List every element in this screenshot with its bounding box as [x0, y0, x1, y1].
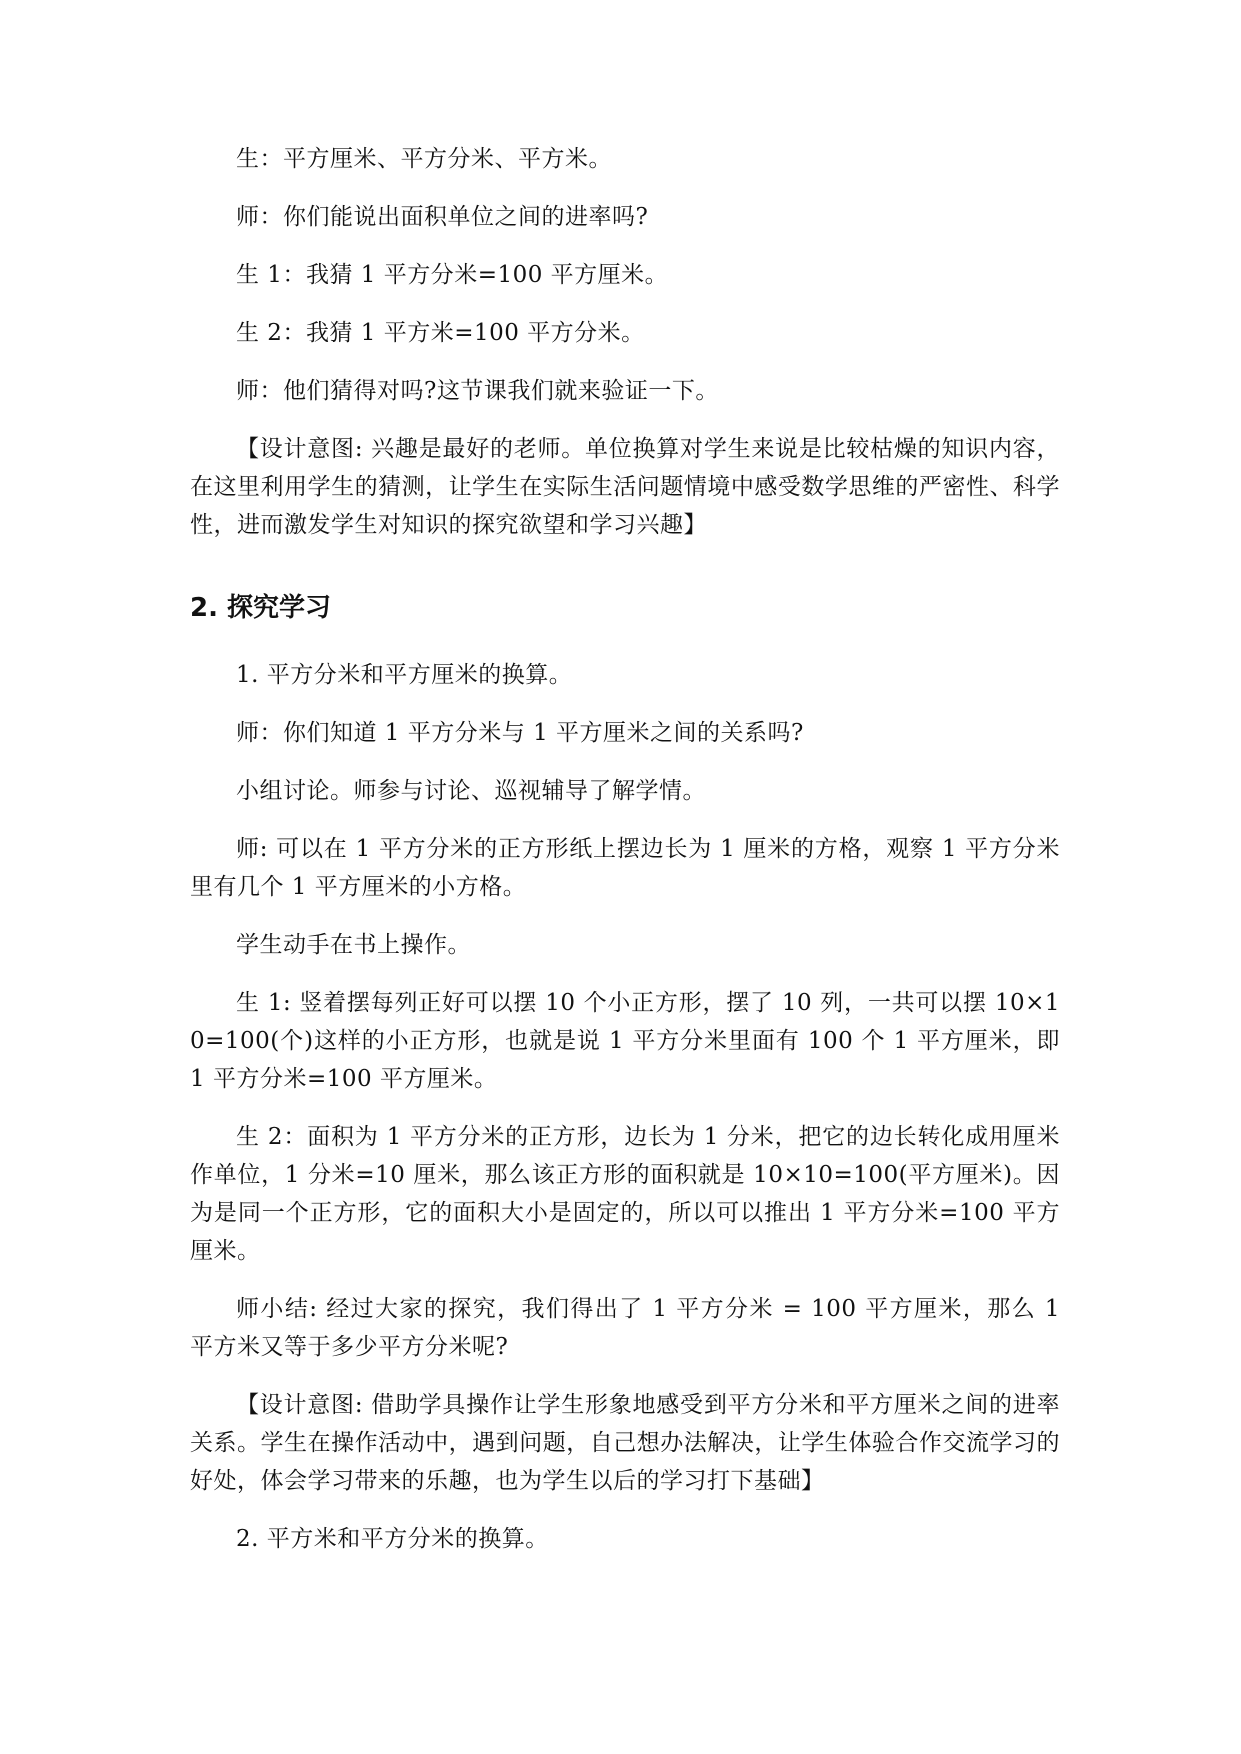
design-intent-2: 【设计意图: 借助学具操作让学生形象地感受到平方分米和平方厘米之间的进率关系。学生在操作活动中，遇到问题，自己想办法解决，让学生体验合作交流学习的好处，体会学习带来的乐趣，也为学生以后的学习打下基础】	[190, 1392, 1060, 1494]
student1-explanation: 生 1: 竖着摆每列正好可以摆 10 个小正方形，摆了 10 列，一共可以摆 10×10=100(个)这样的小正方形，也就是说 1 平方分米里面有 100 个 1 平方厘米，即 1 平方分米=100 平方厘米。	[190, 990, 1060, 1092]
subsection-1-title: 1. 平方分米和平方厘米的换算。	[236, 662, 573, 688]
student2-explanation: 生 2：面积为 1 平方分米的正方形，边长为 1 分米，把它的边长转化成用厘米作单位，1 分米=10 厘米，那么该正方形的面积就是 10×10=100(平方厘米)。因为是同一个正方形，它的面积大小是固定的，所以可以推出 1 平方分米=100 平方厘米。	[190, 1124, 1060, 1264]
teacher-verify: 师：他们猜得对吗?这节课我们就来验证一下。	[236, 378, 719, 404]
student1-guess: 生 1：我猜 1 平方分米=100 平方厘米。	[236, 262, 669, 288]
teacher-question-relation: 师：你们知道 1 平方分米与 1 平方厘米之间的关系吗?	[236, 720, 804, 746]
section-heading: 2. 探究学习	[190, 593, 332, 623]
teacher-question-rates: 师：你们能说出面积单位之间的进率吗?	[236, 204, 649, 230]
student-answer-units: 生：平方厘米、平方分米、平方米。	[236, 146, 612, 172]
document-body	[190, 140, 1060, 1558]
student2-guess: 生 2：我猜 1 平方米=100 平方分米。	[236, 320, 645, 346]
teacher-instruction-grid: 师: 可以在 1 平方分米的正方形纸上摆边长为 1 厘米的方格，观察 1 平方分米里有几个 1 平方厘米的小方格。	[190, 836, 1060, 900]
design-intent-1: 【设计意图: 兴趣是最好的老师。单位换算对学生来说是比较枯燥的知识内容，在这里利用学生的猜测，让学生在实际生活问题情境中感受数学思维的严密性、科学性，进而激发学生对知识的探究欲望和学习兴趣】	[190, 436, 1060, 538]
student-operation: 学生动手在书上操作。	[236, 932, 471, 958]
subsection-2-title: 2. 平方米和平方分米的换算。	[236, 1526, 549, 1552]
teacher-summary: 师小结: 经过大家的探究，我们得出了 1 平方分米 = 100 平方厘米，那么 1 平方米又等于多少平方分米呢?	[190, 1296, 1060, 1360]
group-discussion: 小组讨论。师参与讨论、巡视辅导了解学情。	[236, 778, 706, 804]
